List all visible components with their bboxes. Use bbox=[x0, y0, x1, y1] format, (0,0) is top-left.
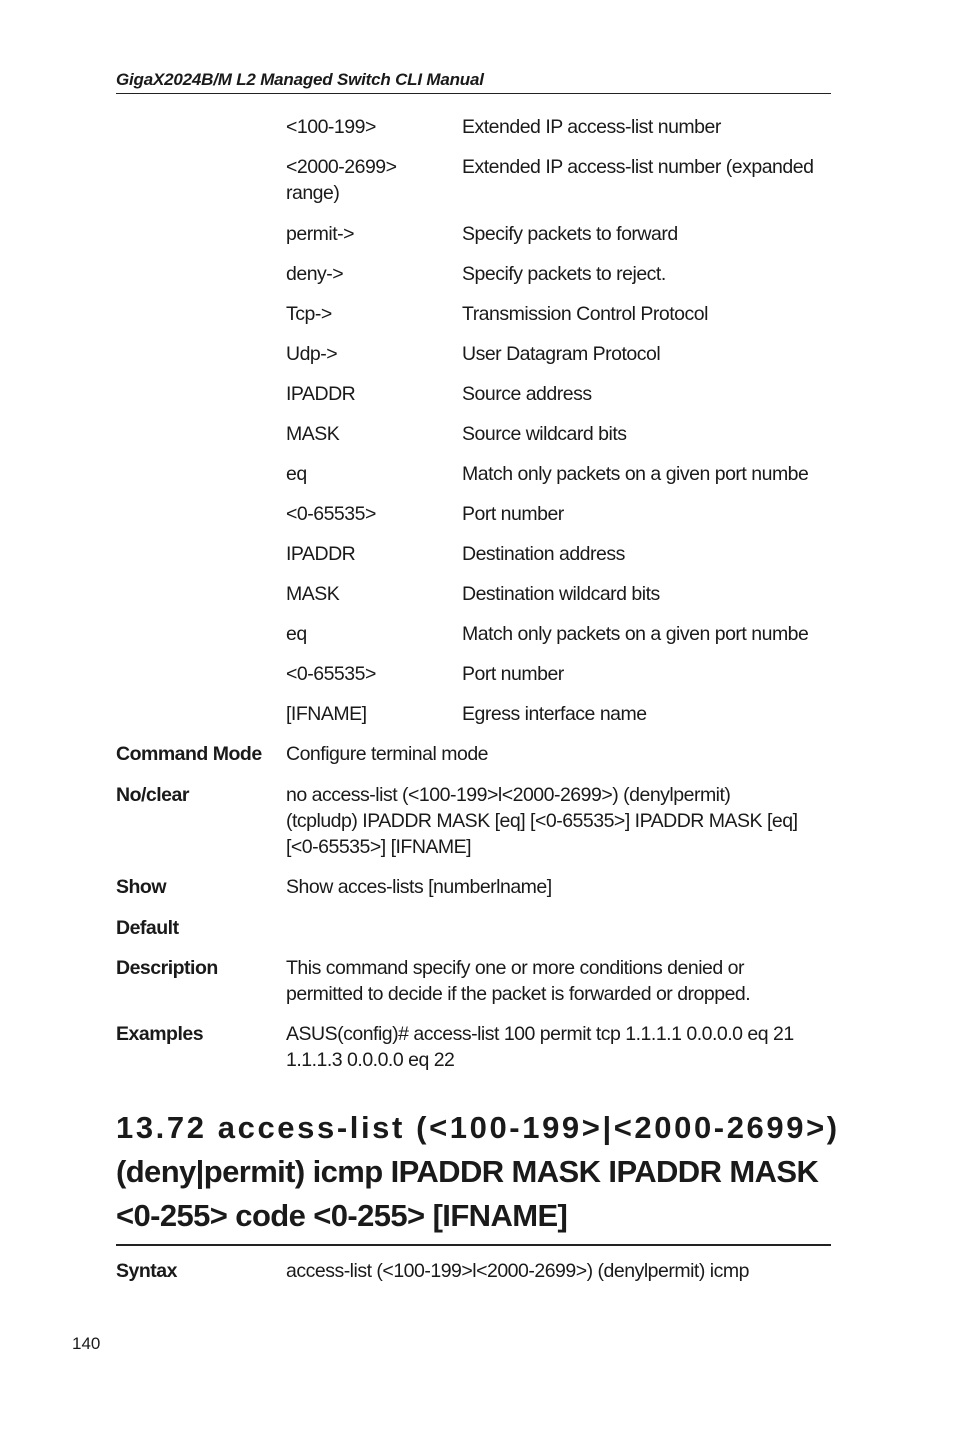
param-name: eq bbox=[286, 623, 307, 645]
param-name: deny-> bbox=[286, 263, 344, 285]
param-name: MASK bbox=[286, 423, 340, 445]
section-heading-line: 13.72 access-list (<100-199>|<2000-2699>) bbox=[116, 1110, 840, 1145]
param-name: [IFNAME] bbox=[286, 703, 367, 725]
section-heading bbox=[116, 1106, 840, 1246]
example-line: 1.1.1.3 0.0.0.0 eq 22 bbox=[286, 1049, 455, 1071]
example-line: ASUS(config)# access-list 100 permit tcp 1.1.1.1 0.0.0.0 eq 21 bbox=[286, 1023, 794, 1045]
command-mode-value: Configure terminal mode bbox=[286, 743, 489, 765]
param-name: Tcp-> bbox=[286, 303, 332, 325]
param-name: MASK bbox=[286, 583, 340, 605]
description-line: permitted to decide if the packet is forwarded or dropped. bbox=[286, 983, 751, 1005]
description-label: Description bbox=[116, 957, 218, 979]
show-value: Show acces-lists [numberlname] bbox=[286, 876, 552, 898]
param-description: Specify packets to reject. bbox=[462, 263, 666, 285]
syntax-value: access-list (<100-199>l<2000-2699>) (denylpermit) icmp bbox=[286, 1260, 749, 1282]
param-description: Egress interface name bbox=[462, 703, 647, 725]
no-clear-value bbox=[286, 782, 831, 860]
no-clear-label: No/clear bbox=[116, 784, 189, 806]
param-description: User Datagram Protocol bbox=[462, 343, 661, 365]
param-name: permit-> bbox=[286, 223, 355, 245]
param-description: Specify packets to forward bbox=[462, 223, 678, 245]
examples-label: Examples bbox=[116, 1023, 204, 1045]
param-description: Port number bbox=[462, 663, 564, 685]
param-name: Udp-> bbox=[286, 343, 338, 365]
section-heading-line: <0-255> code <0-255> [IFNAME] bbox=[116, 1198, 568, 1233]
param-description: Destination address bbox=[462, 543, 625, 565]
syntax-label: Syntax bbox=[116, 1260, 177, 1282]
param-description: Destination wildcard bits bbox=[462, 583, 660, 605]
no-clear-line: [<0-65535>] [IFNAME] bbox=[286, 836, 472, 858]
page-number: 140 bbox=[72, 1334, 101, 1353]
command-mode-label: Command Mode bbox=[116, 743, 262, 765]
default-label: Default bbox=[116, 917, 179, 939]
running-header: GigaX2024B/M L2 Managed Switch CLI Manual bbox=[116, 70, 831, 94]
param-name: eq bbox=[286, 463, 307, 485]
param-description: Transmission Control Protocol bbox=[462, 303, 708, 325]
section-heading-line: (deny|permit) icmp IPADDR MASK IPADDR MASK bbox=[116, 1154, 819, 1189]
param-description-continued: range) bbox=[286, 182, 340, 204]
param-name: <2000-2699> bbox=[286, 156, 397, 178]
description-line: This command specify one or more conditions denied or bbox=[286, 957, 744, 979]
param-name: <0-65535> bbox=[286, 663, 376, 685]
no-clear-line: (tcpludp) IPADDR MASK [eq] [<0-65535>] IPADDR MASK [eq] bbox=[286, 810, 798, 832]
param-name: <0-65535> bbox=[286, 503, 376, 525]
param-name: IPADDR bbox=[286, 543, 356, 565]
show-label: Show bbox=[116, 876, 166, 898]
param-description: Source address bbox=[462, 383, 592, 405]
param-description: Match only packets on a given port numbe bbox=[462, 463, 809, 485]
param-description: Match only packets on a given port numbe bbox=[462, 623, 809, 645]
description-value bbox=[286, 955, 831, 1007]
param-description: Extended IP access-list number bbox=[462, 116, 721, 138]
examples-value bbox=[286, 1021, 831, 1073]
param-name: <100-199> bbox=[286, 116, 376, 138]
param-description: Port number bbox=[462, 503, 564, 525]
param-description: Source wildcard bits bbox=[462, 423, 627, 445]
param-description: Extended IP access-list number (expanded bbox=[462, 156, 814, 178]
param-name: IPADDR bbox=[286, 383, 356, 405]
no-clear-line: no access-list (<100-199>l<2000-2699>) (denylpermit) bbox=[286, 784, 731, 806]
